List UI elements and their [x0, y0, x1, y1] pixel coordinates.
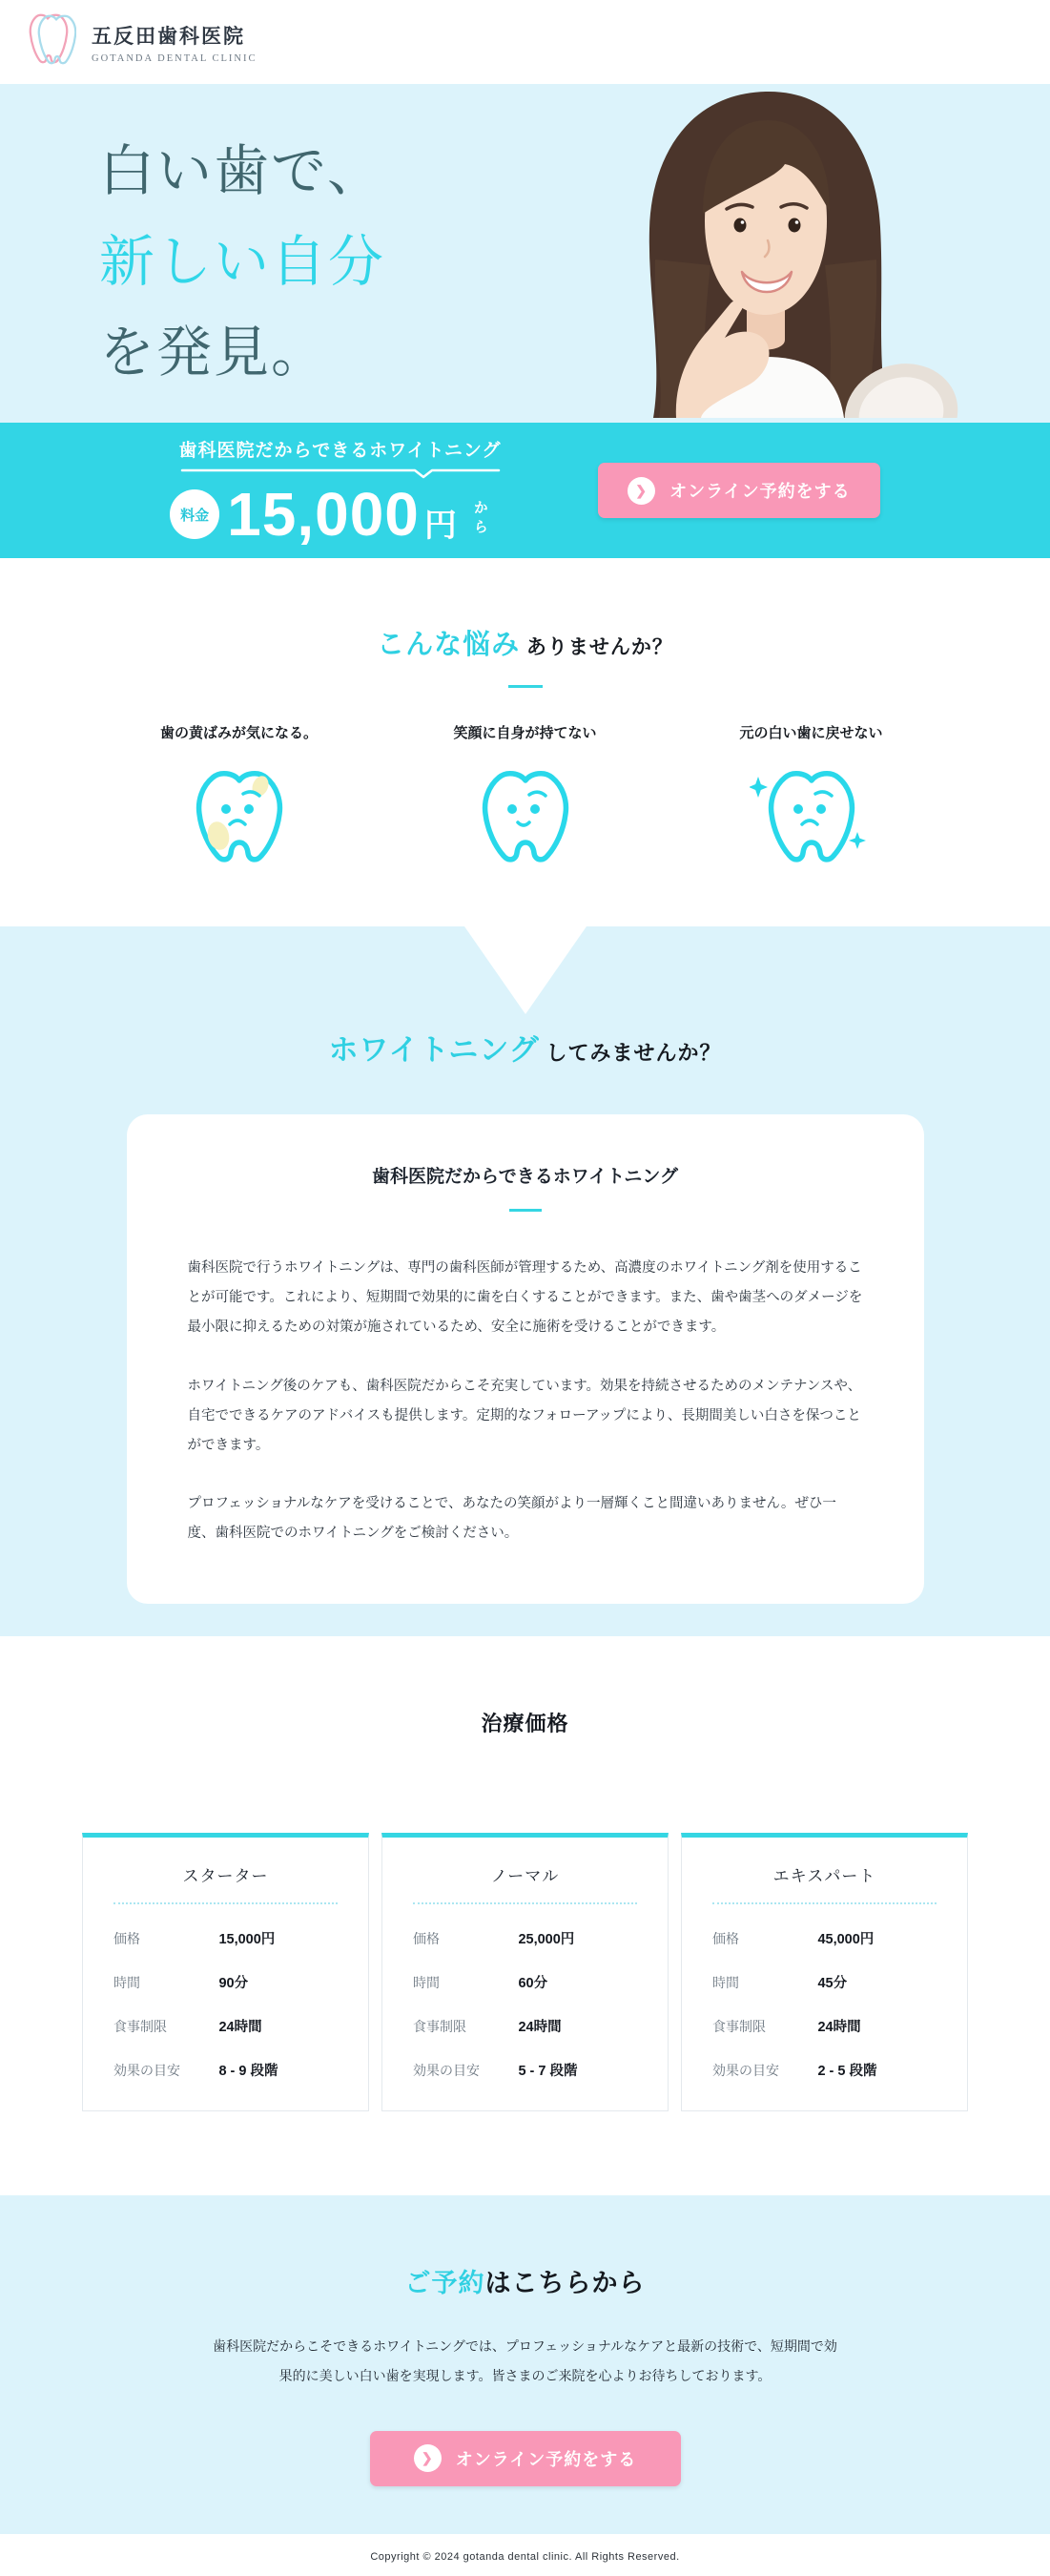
price-row: [170, 480, 510, 549]
reserve-description: 歯科医院だからこそできるホワイトニングでは、プロフェッショナルなケアと最新の技術で、短期間で効果的に美しい白い歯を実現します。皆さまのご来院を心よりお待ちしております。: [213, 2338, 837, 2384]
plan-row-label: 時間: [113, 1975, 140, 1991]
tooth-smile-icon: [463, 765, 587, 872]
hero-title-line2: 新しい自分: [99, 231, 386, 293]
hero-title-line3: を発見。: [99, 322, 329, 384]
price-block: [170, 436, 510, 549]
plan-card-normal: [381, 1833, 669, 2111]
plan-row-label: 時間: [712, 1975, 739, 1991]
plan-card-starter: [82, 1833, 369, 2111]
heading-underline: [508, 685, 543, 688]
tooth-sad-sparkle-icon: [750, 765, 874, 872]
copyright-text: Copyright © 2024 gotanda dental clinic. All Rights Reserved.: [370, 2550, 680, 2563]
plan-row-price: [113, 1928, 338, 1948]
reserve-section: [0, 2195, 1050, 2534]
whitening-card: [127, 1114, 924, 1604]
tagline-underline: [178, 468, 503, 480]
plan-row-value: 24時間: [817, 2020, 861, 2036]
plan-row-value: 60分: [518, 1976, 548, 1992]
plan-row-value: 2 - 5 段階: [817, 2064, 877, 2080]
plan-row-time: [413, 1972, 637, 1992]
online-reservation-label: オンライン予約をする: [455, 2449, 637, 2469]
chevron-right-icon: ❯: [628, 477, 655, 505]
concerns-heading-accent: こんな悩み: [377, 630, 521, 660]
clinic-name-en: GOTANDA DENTAL CLINIC: [92, 52, 257, 64]
concern-item-smile-confidence: [382, 722, 669, 877]
plan-row-time: [712, 1972, 937, 1992]
plan-name: エキスパート: [772, 1867, 876, 1886]
plan-row-price: [712, 1928, 937, 1948]
plan-row-value: 24時間: [218, 2020, 262, 2036]
plan-row-diet: [113, 2016, 338, 2036]
plan-row-value: 25,000円: [518, 1932, 575, 1948]
plan-row-diet: [413, 2016, 637, 2036]
plan-row-diet: [712, 2016, 937, 2036]
hero-title: [99, 126, 385, 398]
site-footer: [0, 2534, 1050, 2576]
plan-row-value: 5 - 7 段階: [518, 2064, 578, 2080]
section-notch-triangle: [464, 926, 587, 1014]
plan-row-label: 価格: [113, 1931, 140, 1947]
plan-row-value: 8 - 9 段階: [218, 2064, 278, 2080]
plan-row-label: 食事制限: [712, 2019, 766, 2035]
plan-cards: [0, 1833, 1050, 2111]
whitening-paragraph-1: 歯科医院で行うホワイトニングは、専門の歯科医師が管理するため、高濃度のホワイトニング剤を使用することが可能です。これにより、短期間で効果的に歯を白くすることができます。また、歯や歯茎へのダメージを最小限に抑えるための対策が施されているため、安全に施術を受けることができます。: [187, 1260, 863, 1336]
concern-grid: [0, 722, 1050, 877]
hero-photo-smiling-woman: [566, 84, 966, 423]
plan-row-value: 45,000円: [817, 1932, 875, 1948]
price-value: 15,000: [227, 480, 420, 549]
whitening-heading: [0, 1026, 1050, 1069]
plan-row-time: [113, 1972, 338, 1992]
whitening-heading-accent: ホワイトニング: [328, 1033, 540, 1067]
plan-row-effect: [113, 2060, 338, 2080]
plan-divider: [413, 1902, 637, 1904]
plan-row-label: 時間: [413, 1975, 440, 1991]
plan-row-value: 45分: [817, 1976, 848, 1992]
price-suffix: から: [471, 500, 488, 538]
banner-tagline: 歯科医院だからできるホワイトニング: [178, 440, 502, 461]
card-title-underline: [509, 1209, 542, 1212]
concerns-heading: [0, 623, 1050, 662]
concern-item-restore-white: [669, 722, 955, 877]
price-badge: 料金: [170, 489, 219, 539]
whitening-paragraph-3: プロフェッショナルなケアを受けることで、あなたの笑顔がより一層輝くこと間違いありません。ぜひ一度、歯科医院でのホワイトニングをご検討ください。: [187, 1496, 836, 1542]
concerns-section: [0, 558, 1050, 926]
online-reservation-button-bottom[interactable]: [370, 2431, 681, 2486]
concerns-heading-rest: ありませんか？: [525, 636, 673, 658]
whitening-section: [0, 926, 1050, 1636]
reserve-heading: [0, 2262, 1050, 2299]
plan-row-label: 価格: [413, 1931, 440, 1947]
plan-card-expert: [681, 1833, 968, 2111]
plan-row-label: 効果の目安: [413, 2063, 480, 2079]
online-reservation-button[interactable]: [598, 463, 880, 518]
plan-row-label: 効果の目安: [113, 2063, 180, 2079]
pricing-heading: 治療価格: [481, 1712, 569, 1736]
plan-row-value: 90分: [218, 1976, 249, 1992]
plan-name: ノーマル: [490, 1867, 560, 1886]
brand[interactable]: [29, 11, 257, 73]
hero-section: [0, 84, 1050, 423]
price-unit: 円: [423, 507, 457, 544]
plan-row-effect: [712, 2060, 937, 2080]
concern-label: 笑顔に自身が持てない: [453, 725, 597, 741]
whitening-card-title: 歯科医院だからできるホワイトニング: [371, 1167, 679, 1187]
site-header: [0, 0, 1050, 84]
online-reservation-label: オンライン予約をする: [669, 482, 851, 501]
plan-name: スターター: [182, 1867, 269, 1886]
plan-row-label: 食事制限: [113, 2019, 167, 2035]
pricing-section: [0, 1636, 1050, 2195]
reserve-heading-accent: ご予約: [404, 2269, 485, 2298]
concern-item-yellowing: [96, 722, 382, 877]
plan-divider: [712, 1902, 937, 1904]
clinic-logo-tooth-icon: [29, 11, 76, 73]
plan-row-label: 価格: [712, 1931, 739, 1947]
whitening-paragraph-2: ホワイトニング後のケアも、歯科医院だからこそ充実しています。効果を持続させるためのメンテナンスや、自宅でできるケアのアドバイスも提供します。定期的なフォローアップにより、長期間美しい白さを保つことができます。: [187, 1378, 862, 1453]
plan-row-label: 効果の目安: [712, 2063, 779, 2079]
reserve-heading-rest: はこちらから: [484, 2269, 646, 2298]
plan-row-price: [413, 1928, 637, 1948]
hero-title-line1: 白い歯で、: [99, 140, 384, 202]
clinic-name: 五反田歯科医院: [92, 24, 245, 48]
price-banner: [0, 423, 1050, 558]
chevron-right-icon: ❯: [414, 2444, 442, 2472]
plan-divider: [113, 1902, 338, 1904]
concern-label: 元の白い歯に戻せない: [739, 725, 883, 741]
whitening-heading-rest: してみませんか？: [546, 1041, 722, 1065]
plan-row-value: 24時間: [518, 2020, 562, 2036]
tooth-sad-stained-icon: [177, 765, 301, 872]
plan-row-label: 食事制限: [413, 2019, 466, 2035]
concern-label: 歯の黄ばみが気になる。: [159, 725, 318, 741]
plan-row-effect: [413, 2060, 637, 2080]
plan-row-value: 15,000円: [218, 1932, 276, 1948]
